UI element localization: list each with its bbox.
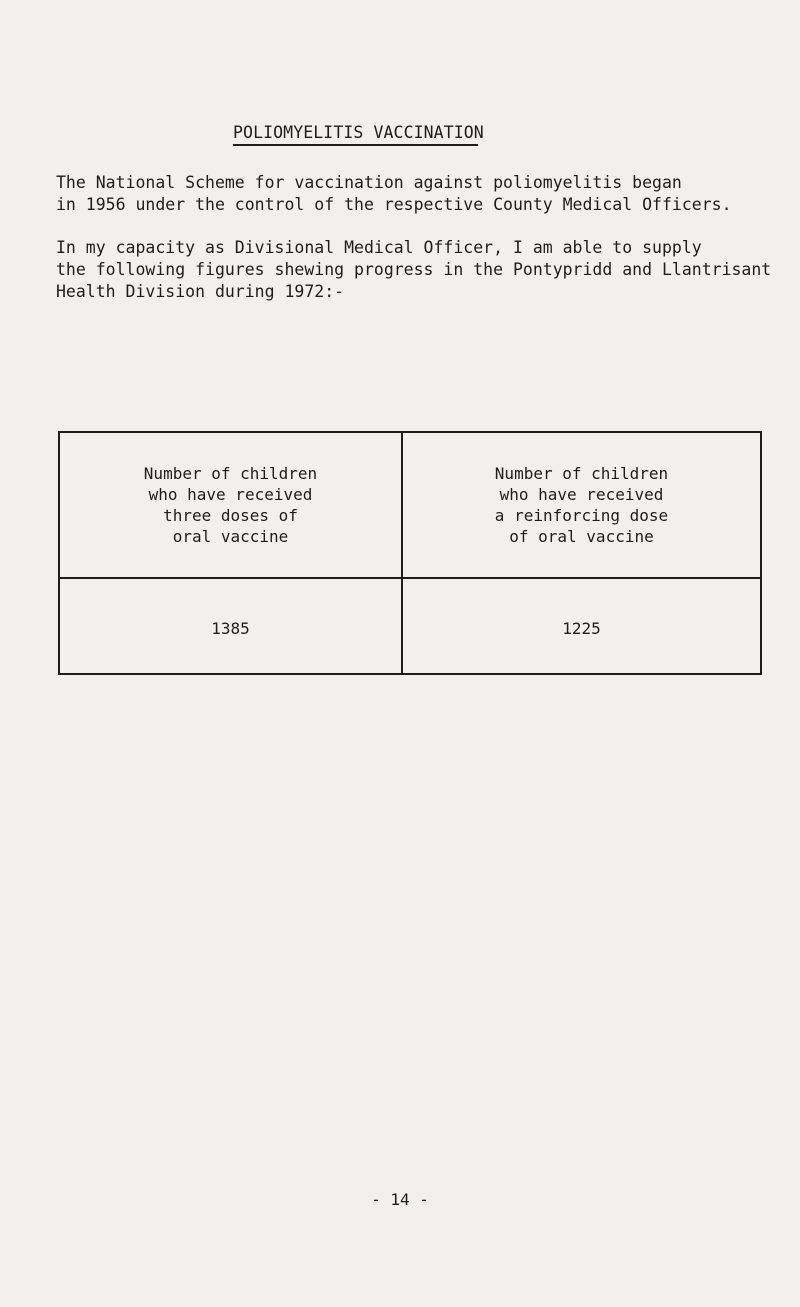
header-line: Number of children [143, 464, 318, 483]
header-line: three doses of [163, 506, 298, 525]
vaccination-table [58, 431, 762, 675]
title-underline [233, 144, 478, 146]
figures-paragraph: In my capacity as Divisional Medical Officer, I am able to supply the following figures shewing progress in the Pontypridd and Llantrisant Health Division during 1972:- [56, 238, 772, 301]
header-line: who have received [499, 485, 664, 504]
header-line: Number of children [494, 464, 669, 483]
header-three-doses [60, 433, 401, 577]
header-line: a reinforcing dose [494, 506, 669, 525]
value-reinforcing-dose [403, 579, 760, 673]
table-value: 1385 [211, 618, 250, 638]
header-line: oral vaccine [172, 527, 289, 546]
table-value: 1225 [562, 618, 601, 638]
intro-paragraph: The National Scheme for vaccination against poliomyelitis began in 1956 under the control of the respective County Medical Officers. [56, 173, 732, 214]
header-line: who have received [148, 485, 313, 504]
page-title: POLIOMYELITIS VACCINATION [233, 123, 484, 142]
header-line: of oral vaccine [509, 527, 654, 546]
header-reinforcing-dose [403, 433, 760, 577]
value-three-doses [60, 579, 401, 673]
page-number: - 14 - [371, 1190, 429, 1209]
